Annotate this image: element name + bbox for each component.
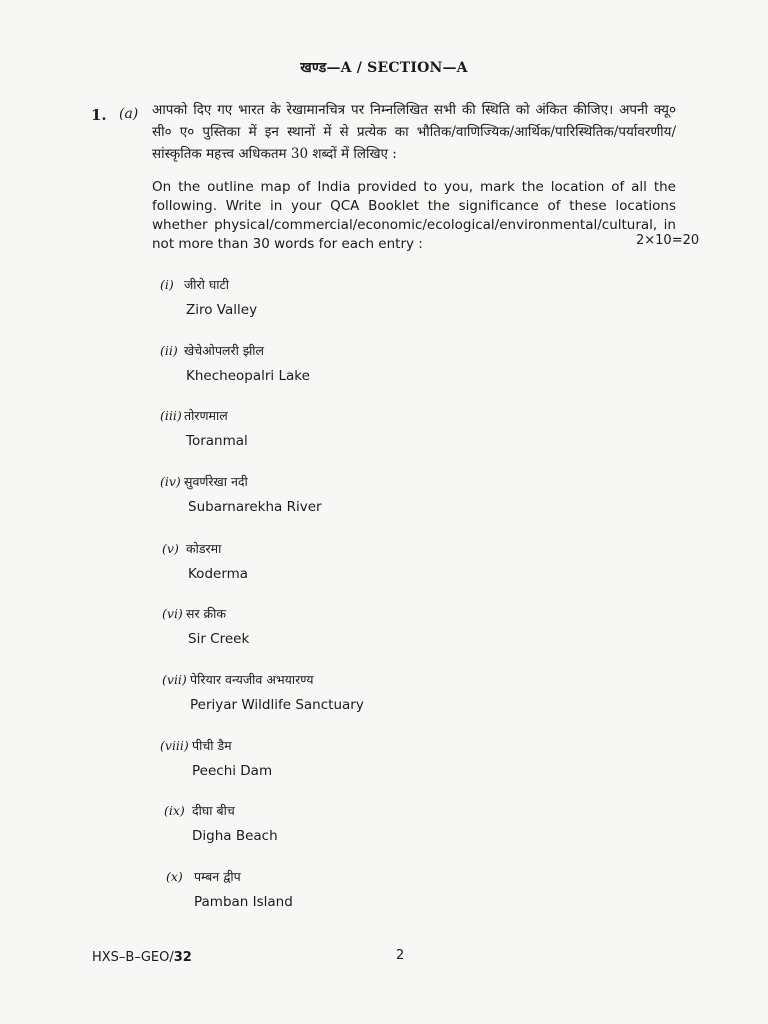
item-roman: (iv) — [160, 474, 181, 489]
page-number: 2 — [396, 948, 405, 963]
item-hindi: सर क्रीक — [186, 606, 226, 621]
list-item — [160, 737, 272, 780]
list-item — [166, 868, 293, 911]
item-hindi: पीची डैम — [192, 738, 232, 753]
paper-code — [92, 950, 192, 965]
item-roman: (ii) — [160, 343, 178, 358]
question-number: 1. — [91, 106, 107, 124]
item-english: Subarnarekha River — [188, 499, 322, 515]
list-item — [164, 802, 278, 845]
marks-allocation: 2×10=20 — [636, 233, 700, 248]
item-roman: (vi) — [162, 606, 183, 621]
item-roman: (vii) — [162, 672, 187, 687]
list-item — [162, 671, 364, 714]
item-roman: (i) — [160, 277, 174, 292]
item-hindi: दीघा बीच — [192, 803, 235, 818]
item-hindi: पेरियार वन्यजीव अभयारण्य — [190, 672, 314, 687]
item-roman: (iii) — [160, 408, 182, 423]
question-part: (a) — [119, 106, 139, 122]
section-title: खण्ड—A / SECTION—A — [300, 60, 468, 76]
paper-code-prefix: HXS–B–GEO/ — [92, 950, 174, 965]
item-roman: (viii) — [160, 738, 189, 753]
item-hindi: कोडरमा — [186, 541, 222, 556]
item-english: Peechi Dam — [192, 763, 273, 779]
list-item — [160, 276, 257, 319]
item-hindi: पम्बन द्वीप — [194, 869, 241, 884]
item-english: Khecheopalri Lake — [186, 368, 310, 384]
item-hindi: जीरो घाटी — [184, 277, 229, 292]
list-item — [160, 407, 248, 450]
item-english: Koderma — [188, 566, 249, 582]
item-roman: (v) — [162, 541, 179, 556]
list-item — [162, 540, 248, 583]
item-english: Ziro Valley — [186, 302, 258, 318]
item-english: Pamban Island — [194, 894, 293, 910]
list-item — [160, 473, 322, 516]
item-english: Toranmal — [186, 433, 248, 449]
item-english: Periyar Wildlife Sanctuary — [190, 697, 364, 713]
list-item — [160, 342, 310, 385]
item-hindi: सुवर्णरेखा नदी — [184, 474, 248, 489]
item-hindi: खेचेओपलरी झील — [184, 343, 265, 358]
list-item — [162, 605, 249, 648]
item-english: Sir Creek — [188, 631, 250, 647]
item-roman: (x) — [166, 869, 183, 884]
hindi-instruction: आपको दिए गए भारत के रेखामानचित्र पर निम्नलिखित सभी की स्थिति को अंकित कीजिए। अपनी क्यू० सी० ए० पुस्तिका में इन स्थानों में से प्रत्येक का भौतिक/वाणिज्यिक/आर्थिक/पारिस्थितिक/पर्यावरणीय/सांस्कृतिक महत्त्व अधिकतम 30 शब्दों में लिखिए : — [152, 102, 676, 162]
item-hindi: तोरणमाल — [184, 408, 228, 423]
item-english: Digha Beach — [192, 828, 278, 844]
paper-code-number: 32 — [173, 950, 192, 965]
english-instruction: On the outline map of India provided to you, mark the location of all the following. Write in your QCA Booklet the significance of these locations whether physical/commercial/economic/ecological/environmental/cultural, in not more than 30 words for each entry : — [152, 179, 676, 252]
item-roman: (ix) — [164, 803, 185, 818]
